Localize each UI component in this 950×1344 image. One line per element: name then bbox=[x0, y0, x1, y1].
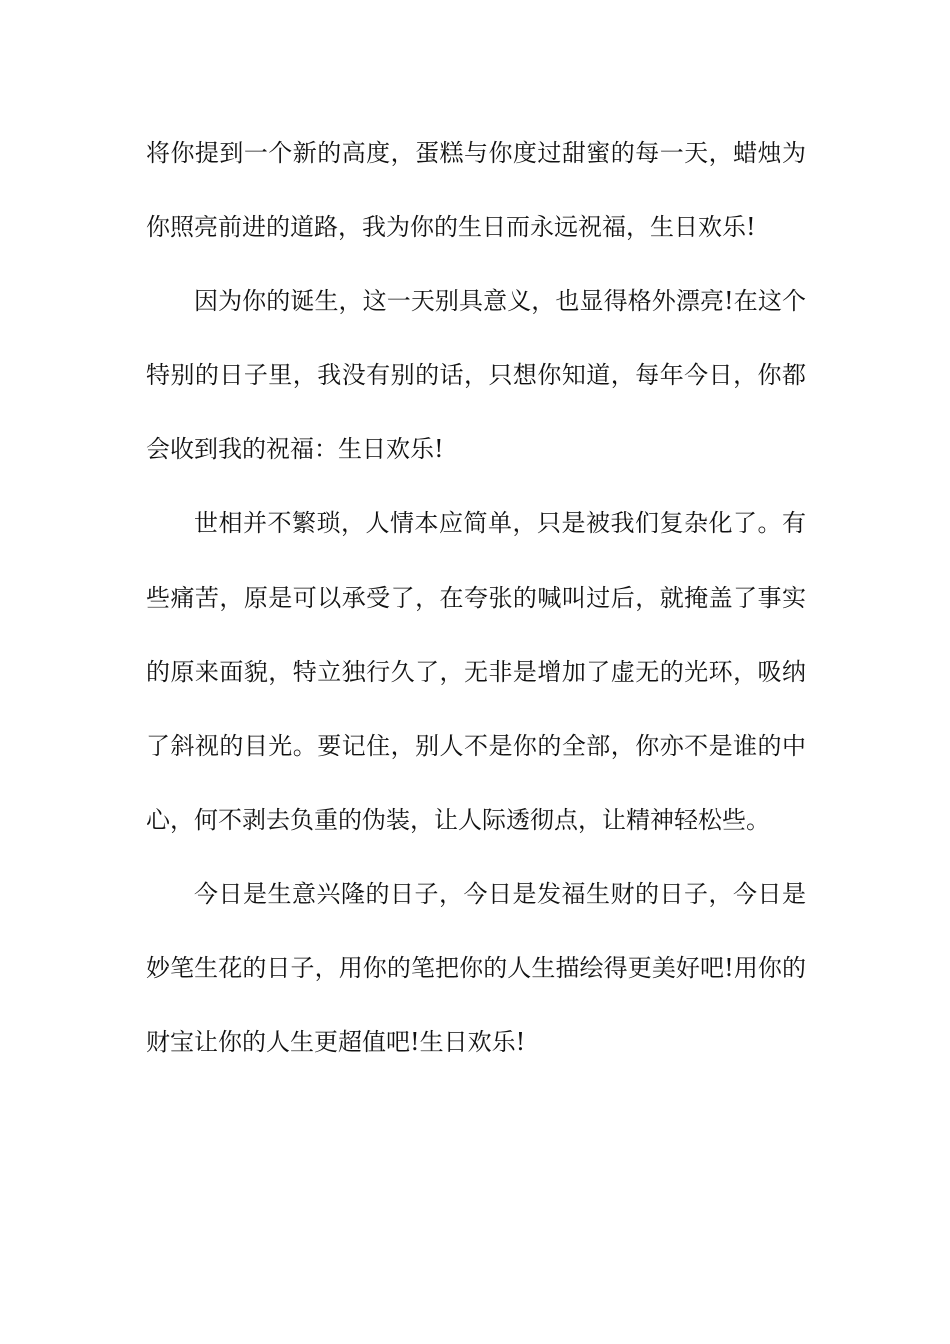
text-line: 世相并不繁琐，人情本应简单，只是被我们复杂化了。有 bbox=[194, 509, 806, 537]
text-line: 将你提到一个新的高度，蛋糕与你度过甜蜜的每一天，蜡烛为 bbox=[146, 139, 806, 167]
text-line: 心，何不剥去负重的伪装，让人际透彻点，让精神轻松些。 bbox=[146, 806, 770, 834]
text-line: 因为你的诞生，这一天别具意义，也显得格外漂亮!在这个 bbox=[194, 287, 806, 315]
text-line: 会收到我的祝福：生日欢乐! bbox=[146, 435, 444, 463]
text-line: 特别的日子里，我没有别的话，只想你知道，每年今日，你都 bbox=[146, 361, 806, 389]
text-line: 你照亮前进的道路，我为你的生日而永远祝福，生日欢乐! bbox=[146, 213, 756, 241]
text-line: 了斜视的目光。要记住，别人不是你的全部，你亦不是谁的中 bbox=[146, 732, 806, 760]
text-line: 妙笔生花的日子，用你的笔把你的人生描绘得更美好吧!用你的 bbox=[146, 954, 806, 982]
text-line: 财宝让你的人生更超值吧!生日欢乐! bbox=[146, 1028, 526, 1056]
text-line: 些痛苦，原是可以承受了，在夸张的喊叫过后，就掩盖了事实 bbox=[146, 584, 806, 612]
text-line: 的原来面貌，特立独行久了，无非是增加了虚无的光环，吸纳 bbox=[146, 658, 806, 686]
text-line: 今日是生意兴隆的日子，今日是发福生财的日子，今日是 bbox=[194, 880, 806, 908]
